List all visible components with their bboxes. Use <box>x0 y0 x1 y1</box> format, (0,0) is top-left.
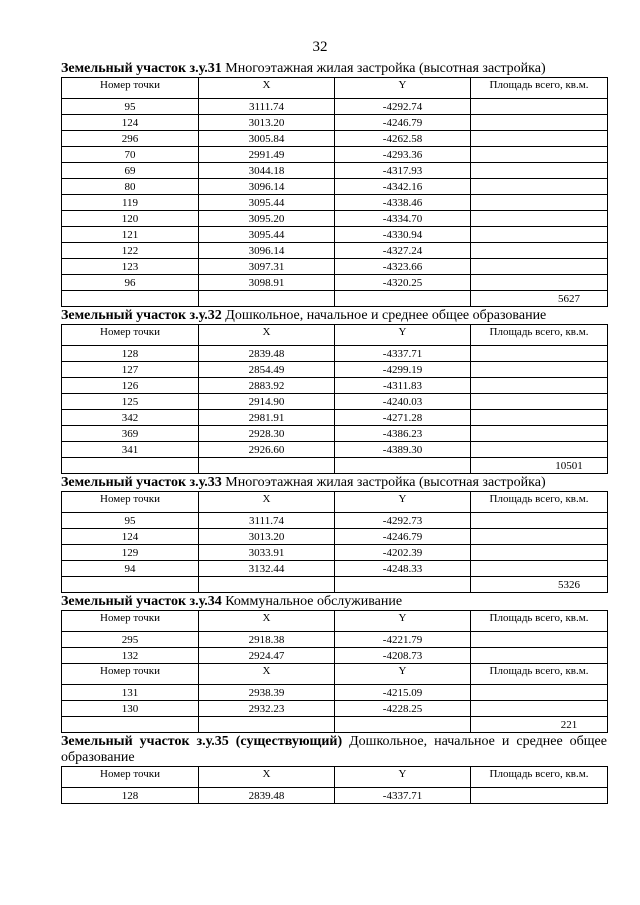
header-point: Номер точки <box>62 78 199 99</box>
y-cell: -4240.03 <box>335 394 471 410</box>
point-cell: 94 <box>62 561 199 577</box>
x-cell: 3096.14 <box>199 243 335 259</box>
y-cell: -4327.24 <box>335 243 471 259</box>
header-y: Y <box>335 78 471 99</box>
y-cell: -4389.30 <box>335 442 471 458</box>
y-cell: -4293.36 <box>335 147 471 163</box>
empty-cell <box>335 577 471 593</box>
header-x: X <box>199 492 335 513</box>
area-cell <box>471 632 608 648</box>
point-cell: 124 <box>62 529 199 545</box>
area-cell <box>471 701 608 717</box>
table-row <box>62 442 608 458</box>
y-cell: -4292.74 <box>335 99 471 115</box>
section-title-bold: Земельный участок з.у.35 (существующий) <box>61 734 343 749</box>
area-total: 10501 <box>471 458 608 474</box>
y-cell: -4208.73 <box>335 648 471 664</box>
x-cell: 2839.48 <box>199 346 335 362</box>
area-cell <box>471 147 608 163</box>
area-cell <box>471 378 608 394</box>
y-cell: -4246.79 <box>335 529 471 545</box>
x-cell: 3005.84 <box>199 131 335 147</box>
area-cell <box>471 211 608 227</box>
table-row <box>62 513 608 529</box>
header-y: Y <box>335 325 471 346</box>
x-cell: 2981.91 <box>199 410 335 426</box>
empty-cell <box>62 717 199 733</box>
table-row <box>62 632 608 648</box>
y-cell: -4215.09 <box>335 685 471 701</box>
x-cell: 3096.14 <box>199 179 335 195</box>
header-point: Номер точки <box>62 492 199 513</box>
table-row <box>62 545 608 561</box>
area-cell <box>471 426 608 442</box>
y-cell: -4202.39 <box>335 545 471 561</box>
header-area: Площадь всего, кв.м. <box>471 492 608 513</box>
area-cell <box>471 648 608 664</box>
section-title-rest: Коммунальное обслуживание <box>221 594 403 609</box>
point-cell: 129 <box>62 545 199 561</box>
document-content <box>61 61 607 805</box>
point-cell: 69 <box>62 163 199 179</box>
table-row <box>62 99 608 115</box>
empty-cell <box>199 717 335 733</box>
point-cell: 123 <box>62 259 199 275</box>
point-cell: 125 <box>62 394 199 410</box>
empty-cell <box>62 291 199 307</box>
area-total-row <box>62 458 608 474</box>
x-cell: 2926.60 <box>199 442 335 458</box>
header-x: X <box>199 767 335 788</box>
point-cell: 119 <box>62 195 199 211</box>
header-point: Номер точки <box>62 767 199 788</box>
x-cell: 2938.39 <box>199 685 335 701</box>
x-cell: 2932.23 <box>199 701 335 717</box>
x-cell: 3097.31 <box>199 259 335 275</box>
table-row <box>62 788 608 804</box>
table-row <box>62 378 608 394</box>
header-y: Y <box>335 611 471 632</box>
x-cell: 3095.44 <box>199 227 335 243</box>
area-cell <box>471 163 608 179</box>
page-number: 32 <box>312 39 328 55</box>
x-cell: 3013.20 <box>199 529 335 545</box>
table-row <box>62 701 608 717</box>
area-cell <box>471 529 608 545</box>
table-header-row <box>62 611 608 632</box>
empty-cell <box>335 458 471 474</box>
area-cell <box>471 259 608 275</box>
header-point: Номер точки <box>62 611 199 632</box>
table-row <box>62 648 608 664</box>
table-row <box>62 275 608 291</box>
area-cell <box>471 179 608 195</box>
area-cell <box>471 99 608 115</box>
header-area: Площадь всего, кв.м. <box>471 767 608 788</box>
section-title-bold: Земельный участок з.у.32 <box>61 308 222 323</box>
point-cell: 120 <box>62 211 199 227</box>
area-total-row <box>62 717 608 733</box>
point-cell: 122 <box>62 243 199 259</box>
area-cell <box>471 227 608 243</box>
table-header-row <box>62 492 608 513</box>
table-row <box>62 147 608 163</box>
point-cell: 295 <box>62 632 199 648</box>
table-row <box>62 211 608 227</box>
area-cell <box>471 195 608 211</box>
x-cell: 2924.47 <box>199 648 335 664</box>
area-cell <box>471 545 608 561</box>
area-total: 5326 <box>471 577 608 593</box>
y-cell: -4317.93 <box>335 163 471 179</box>
header-point: Номер точки <box>62 325 199 346</box>
empty-cell <box>62 458 199 474</box>
point-cell: 126 <box>62 378 199 394</box>
empty-cell <box>335 291 471 307</box>
y-cell: -4228.25 <box>335 701 471 717</box>
section-title <box>61 594 607 610</box>
y-cell: -4320.25 <box>335 275 471 291</box>
area-cell <box>471 561 608 577</box>
coordinates-table <box>61 491 608 593</box>
header-y: Y <box>335 664 471 685</box>
point-cell: 80 <box>62 179 199 195</box>
table-row <box>62 529 608 545</box>
area-cell <box>471 788 608 804</box>
y-cell: -4262.58 <box>335 131 471 147</box>
coordinates-table <box>61 77 608 307</box>
x-cell: 3098.91 <box>199 275 335 291</box>
point-cell: 96 <box>62 275 199 291</box>
area-total: 5627 <box>471 291 608 307</box>
section-title-rest: Дошкольное, начальное и среднее общее образование <box>221 308 547 323</box>
point-cell: 95 <box>62 513 199 529</box>
coordinates-table <box>61 610 608 733</box>
section-title <box>61 308 607 324</box>
area-total: 221 <box>471 717 608 733</box>
area-cell <box>471 442 608 458</box>
empty-cell <box>62 577 199 593</box>
section-title-rest: Дошкольное, начальное и среднее общее образование <box>61 734 607 765</box>
point-cell: 95 <box>62 99 199 115</box>
x-cell: 3111.74 <box>199 513 335 529</box>
point-cell: 296 <box>62 131 199 147</box>
section-title-bold: Земельный участок з.у.31 <box>61 61 222 76</box>
table-header-row <box>62 325 608 346</box>
table-row <box>62 163 608 179</box>
x-cell: 2883.92 <box>199 378 335 394</box>
section-title <box>61 475 607 491</box>
area-cell <box>471 115 608 131</box>
header-x: X <box>199 325 335 346</box>
area-cell <box>471 513 608 529</box>
area-total-row <box>62 577 608 593</box>
point-cell: 128 <box>62 788 199 804</box>
table-header-row <box>62 664 608 685</box>
area-cell <box>471 346 608 362</box>
table-row <box>62 179 608 195</box>
x-cell: 3013.20 <box>199 115 335 131</box>
y-cell: -4248.33 <box>335 561 471 577</box>
area-cell <box>471 410 608 426</box>
x-cell: 3095.20 <box>199 211 335 227</box>
x-cell: 3132.44 <box>199 561 335 577</box>
x-cell: 2854.49 <box>199 362 335 378</box>
point-cell: 130 <box>62 701 199 717</box>
x-cell: 3044.18 <box>199 163 335 179</box>
point-cell: 132 <box>62 648 199 664</box>
y-cell: -4386.23 <box>335 426 471 442</box>
table-header-row <box>62 767 608 788</box>
area-cell <box>471 362 608 378</box>
y-cell: -4334.70 <box>335 211 471 227</box>
header-area: Площадь всего, кв.м. <box>471 78 608 99</box>
section-title-rest: Многоэтажная жилая застройка (высотная застройка) <box>221 475 546 490</box>
x-cell: 3095.44 <box>199 195 335 211</box>
table-row <box>62 227 608 243</box>
point-cell: 369 <box>62 426 199 442</box>
section-title-bold: Земельный участок з.у.34 <box>61 594 222 609</box>
y-cell: -4271.28 <box>335 410 471 426</box>
x-cell: 2839.48 <box>199 788 335 804</box>
empty-cell <box>335 717 471 733</box>
header-x: X <box>199 611 335 632</box>
y-cell: -4337.71 <box>335 346 471 362</box>
area-total-row <box>62 291 608 307</box>
point-cell: 128 <box>62 346 199 362</box>
y-cell: -4338.46 <box>335 195 471 211</box>
header-point: Номер точки <box>62 664 199 685</box>
table-row <box>62 259 608 275</box>
section-title-rest: Многоэтажная жилая застройка (высотная застройка) <box>221 61 546 76</box>
point-cell: 121 <box>62 227 199 243</box>
header-x: X <box>199 78 335 99</box>
point-cell: 70 <box>62 147 199 163</box>
header-area: Площадь всего, кв.м. <box>471 325 608 346</box>
point-cell: 124 <box>62 115 199 131</box>
section-title <box>61 61 607 77</box>
x-cell: 2914.90 <box>199 394 335 410</box>
coordinates-table <box>61 324 608 474</box>
table-row <box>62 195 608 211</box>
table-row <box>62 561 608 577</box>
area-cell <box>471 131 608 147</box>
table-header-row <box>62 78 608 99</box>
point-cell: 342 <box>62 410 199 426</box>
y-cell: -4337.71 <box>335 788 471 804</box>
table-row <box>62 410 608 426</box>
y-cell: -4342.16 <box>335 179 471 195</box>
y-cell: -4246.79 <box>335 115 471 131</box>
header-y: Y <box>335 492 471 513</box>
table-row <box>62 346 608 362</box>
y-cell: -4330.94 <box>335 227 471 243</box>
x-cell: 3033.91 <box>199 545 335 561</box>
area-cell <box>471 275 608 291</box>
coordinates-table <box>61 766 608 804</box>
table-row <box>62 426 608 442</box>
empty-cell <box>199 577 335 593</box>
x-cell: 2991.49 <box>199 147 335 163</box>
table-row <box>62 131 608 147</box>
table-row <box>62 115 608 131</box>
section-title <box>61 734 607 766</box>
header-area: Площадь всего, кв.м. <box>471 611 608 632</box>
header-y: Y <box>335 767 471 788</box>
point-cell: 127 <box>62 362 199 378</box>
y-cell: -4311.83 <box>335 378 471 394</box>
table-row <box>62 362 608 378</box>
area-cell <box>471 685 608 701</box>
y-cell: -4299.19 <box>335 362 471 378</box>
point-cell: 341 <box>62 442 199 458</box>
header-area: Площадь всего, кв.м. <box>471 664 608 685</box>
header-x: X <box>199 664 335 685</box>
empty-cell <box>199 458 335 474</box>
y-cell: -4323.66 <box>335 259 471 275</box>
x-cell: 2928.30 <box>199 426 335 442</box>
point-cell: 131 <box>62 685 199 701</box>
area-cell <box>471 394 608 410</box>
table-row <box>62 243 608 259</box>
table-row <box>62 394 608 410</box>
empty-cell <box>199 291 335 307</box>
table-row <box>62 685 608 701</box>
x-cell: 3111.74 <box>199 99 335 115</box>
y-cell: -4221.79 <box>335 632 471 648</box>
section-title-bold: Земельный участок з.у.33 <box>61 475 222 490</box>
x-cell: 2918.38 <box>199 632 335 648</box>
y-cell: -4292.73 <box>335 513 471 529</box>
area-cell <box>471 243 608 259</box>
